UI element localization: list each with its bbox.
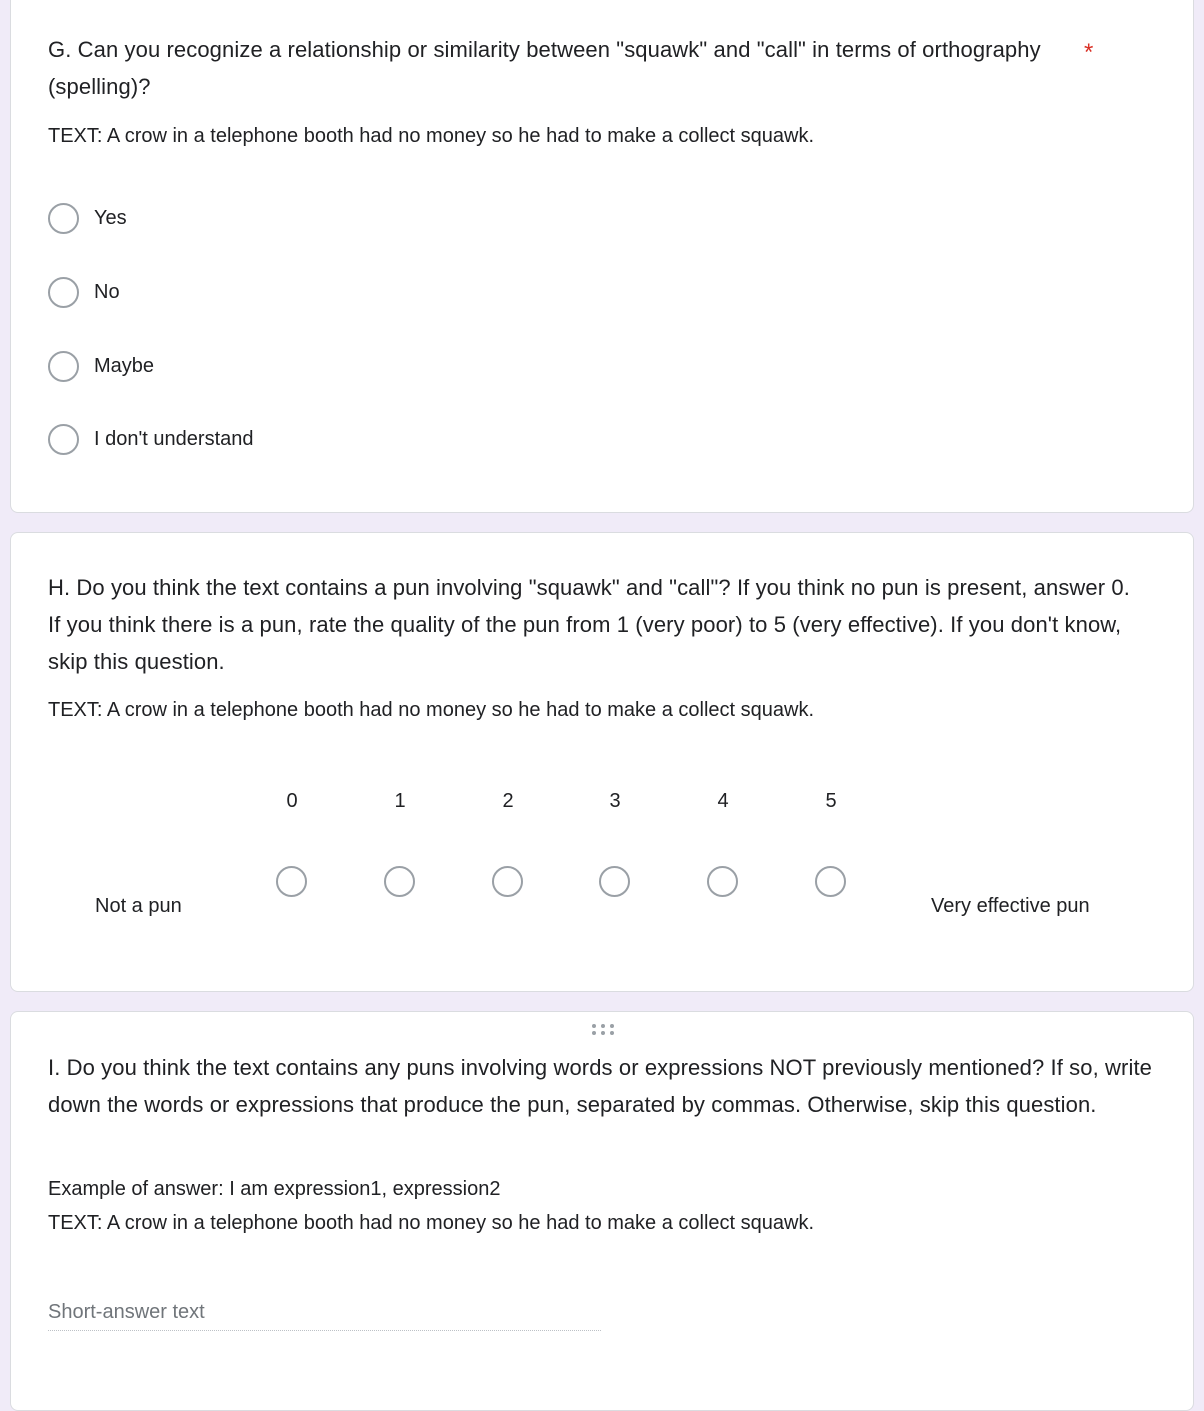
scale-radio-5[interactable] xyxy=(815,866,846,897)
option-maybe[interactable] xyxy=(48,350,154,382)
option-yes[interactable] xyxy=(48,202,127,234)
option-no[interactable] xyxy=(48,276,120,308)
scale-label-0: 0 xyxy=(286,790,298,812)
radio-dont-understand[interactable] xyxy=(48,424,79,455)
drag-handle-icon[interactable] xyxy=(592,1024,616,1036)
scale-label-5: 5 xyxy=(825,790,837,812)
scale-radio-2[interactable] xyxy=(492,866,523,897)
question-text-i: TEXT: A crow in a telephone booth had no money so he had to make a collect squawk. xyxy=(48,1212,815,1234)
option-dont-understand[interactable] xyxy=(48,423,254,455)
scale-radio-0[interactable] xyxy=(276,866,307,897)
question-text-h: TEXT: A crow in a telephone booth had no money so he had to make a collect squawk. xyxy=(48,699,815,721)
scale-radio-3[interactable] xyxy=(599,866,630,897)
scale-label-2: 2 xyxy=(502,790,514,812)
question-card-h xyxy=(10,532,1194,992)
question-example-i: Example of answer: I am expression1, expression2 xyxy=(48,1178,501,1200)
scale-high-label: Very effective pun xyxy=(931,895,1090,917)
scale-label-4: 4 xyxy=(717,790,729,812)
radio-maybe[interactable] xyxy=(48,351,79,382)
scale-low-label: Not a pun xyxy=(95,895,182,917)
question-title-g: G. Can you recognize a relationship or similarity between "squawk" and "call" in terms of orthography (spelling)? xyxy=(48,37,1041,99)
question-title-h: H. Do you think the text contains a pun involving "squawk" and "call"? If you think no pun is present, answer 0. If you think there is a pun, rate the quality of the pun from 1 (very poor) to 5 (very effective). If you don't know, skip this question. xyxy=(48,575,1130,674)
option-label-no: No xyxy=(94,280,120,303)
question-title-i: I. Do you think the text contains any puns involving words or expressions NOT previously mentioned? If so, write down the words or expressions that produce the pun, separated by commas. Otherwise, skip this question. xyxy=(48,1055,1152,1117)
scale-label-3: 3 xyxy=(609,790,621,812)
scale-radio-4[interactable] xyxy=(707,866,738,897)
radio-yes[interactable] xyxy=(48,203,79,234)
option-label-maybe: Maybe xyxy=(94,354,155,377)
question-card-g xyxy=(10,0,1194,513)
scale-radio-1[interactable] xyxy=(384,866,415,897)
option-label-dont-understand: I don't understand xyxy=(94,427,254,450)
short-answer-input[interactable] xyxy=(48,1295,601,1331)
scale-label-1: 1 xyxy=(394,790,406,812)
radio-no[interactable] xyxy=(48,277,79,308)
question-text-g: TEXT: A crow in a telephone booth had no money so he had to make a collect squawk. xyxy=(48,125,815,147)
option-label-yes: Yes xyxy=(94,206,127,229)
question-card-i xyxy=(10,1011,1194,1411)
required-asterisk: * xyxy=(1084,39,1094,66)
